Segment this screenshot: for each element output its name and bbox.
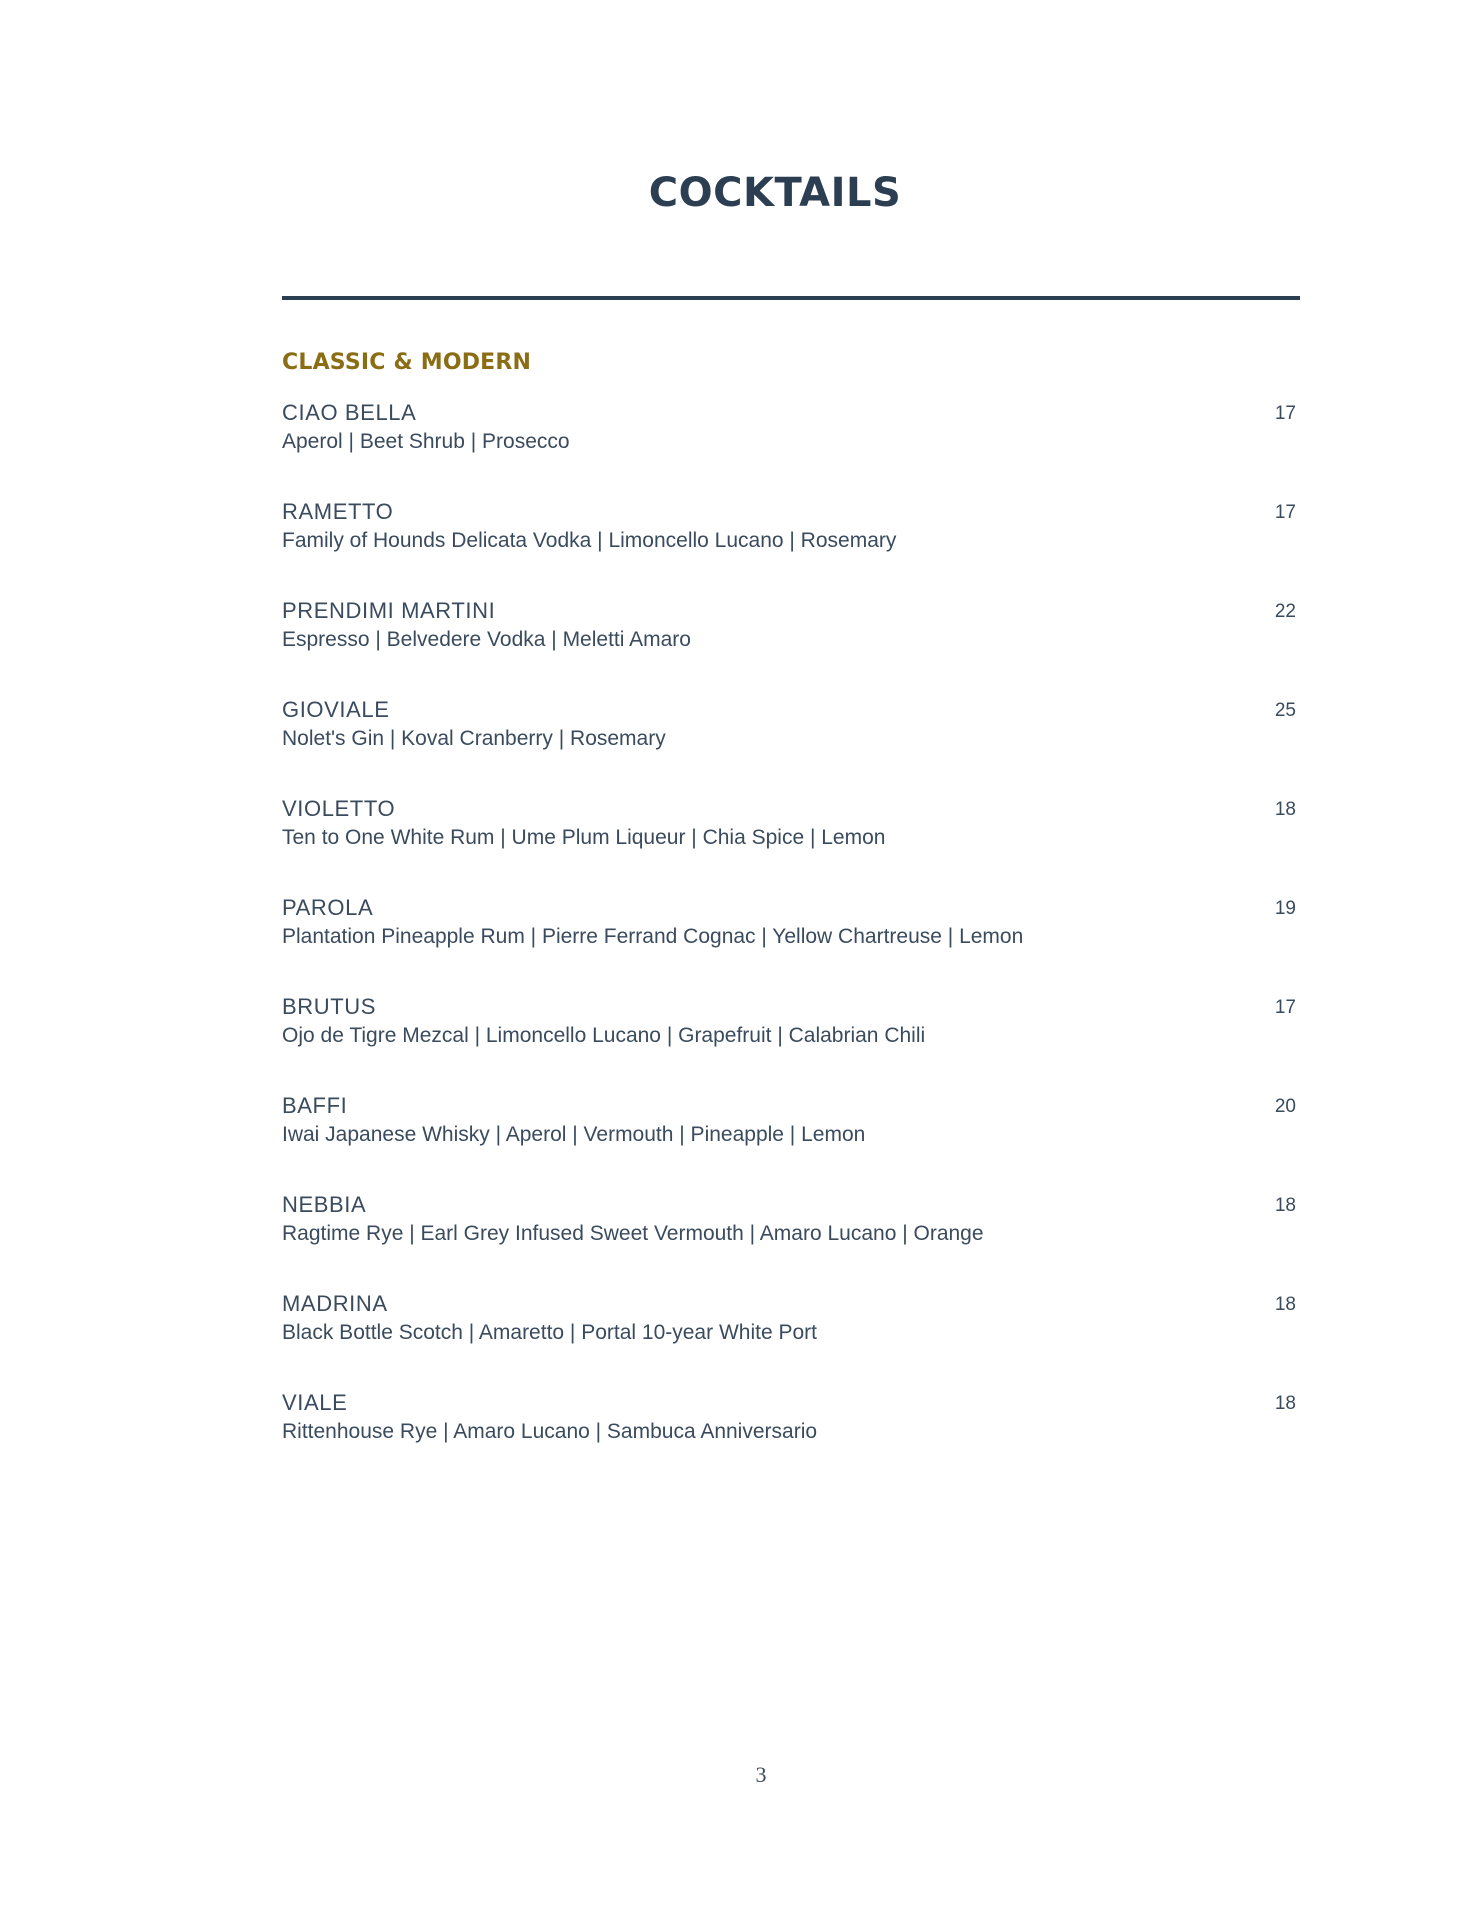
item-name: VIALE — [282, 1390, 348, 1415]
item-description: Ragtime Rye | Earl Grey Infused Sweet Vermouth | Amaro Lucano | Orange — [282, 1222, 984, 1245]
item-price: 22 — [1274, 601, 1296, 622]
menu-item — [282, 1192, 1296, 1291]
page-number: 3 — [755, 1762, 767, 1787]
item-description: Ojo de Tigre Mezcal | Limoncello Lucano | Grapefruit | Calabrian Chili — [282, 1024, 926, 1047]
item-price: 25 — [1274, 700, 1296, 721]
item-price: 18 — [1274, 1393, 1296, 1414]
section-title: CLASSIC & MODERN — [282, 350, 532, 375]
cocktail-list — [282, 400, 1296, 1489]
item-name: PRENDIMI MARTINI — [282, 598, 496, 623]
item-price: 17 — [1274, 997, 1296, 1018]
item-price: 17 — [1274, 502, 1296, 523]
menu-item — [282, 499, 1296, 598]
item-name: MADRINA — [282, 1291, 388, 1316]
item-name: BAFFI — [282, 1093, 348, 1118]
title-divider — [282, 296, 1300, 300]
item-name: GIOVIALE — [282, 697, 390, 722]
item-name: PAROLA — [282, 895, 374, 920]
menu-item — [282, 1093, 1296, 1192]
item-name: CIAO BELLA — [282, 400, 417, 425]
item-name: VIOLETTO — [282, 796, 396, 821]
item-name: BRUTUS — [282, 994, 377, 1019]
item-name: NEBBIA — [282, 1192, 367, 1217]
item-description: Family of Hounds Delicata Vodka | Limoncello Lucano | Rosemary — [282, 529, 897, 552]
item-description: Ten to One White Rum | Ume Plum Liqueur | Chia Spice | Lemon — [282, 826, 886, 849]
menu-item — [282, 796, 1296, 895]
menu-item — [282, 400, 1296, 499]
item-description: Espresso | Belvedere Vodka | Meletti Amaro — [282, 628, 691, 651]
menu-item — [282, 598, 1296, 697]
menu-item — [282, 994, 1296, 1093]
item-price: 18 — [1274, 799, 1296, 820]
menu-item — [282, 697, 1296, 796]
item-name: RAMETTO — [282, 499, 394, 524]
page-title: COCKTAILS — [648, 170, 902, 216]
item-description: Rittenhouse Rye | Amaro Lucano | Sambuca Anniversario — [282, 1420, 818, 1443]
menu-item — [282, 1291, 1296, 1390]
item-description: Nolet's Gin | Koval Cranberry | Rosemary — [282, 727, 666, 750]
menu-item — [282, 895, 1296, 994]
item-price: 20 — [1274, 1096, 1296, 1117]
menu-item — [282, 1390, 1296, 1489]
item-price: 18 — [1274, 1195, 1296, 1216]
item-description: Iwai Japanese Whisky | Aperol | Vermouth | Pineapple | Lemon — [282, 1123, 866, 1146]
item-description: Plantation Pineapple Rum | Pierre Ferrand Cognac | Yellow Chartreuse | Lemon — [282, 925, 1024, 948]
item-price: 19 — [1274, 898, 1296, 919]
item-description: Black Bottle Scotch | Amaretto | Portal 10-year White Port — [282, 1321, 817, 1344]
item-price: 17 — [1274, 403, 1296, 424]
item-price: 18 — [1274, 1294, 1296, 1315]
item-description: Aperol | Beet Shrub | Prosecco — [282, 430, 570, 453]
